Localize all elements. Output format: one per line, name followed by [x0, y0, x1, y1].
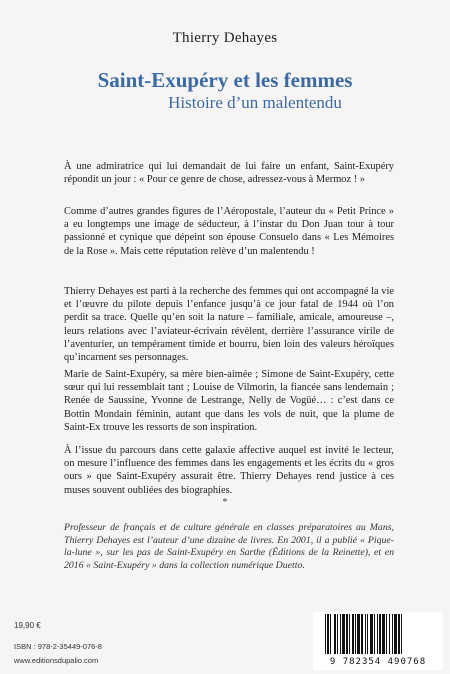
barcode-bar: [377, 614, 378, 654]
author-name: Thierry Dehayes: [172, 30, 278, 46]
isbn: ISBN : 978-2-35449-076-8: [14, 642, 102, 651]
barcode-bar: [352, 614, 354, 654]
barcode-bar: [365, 614, 366, 654]
publisher-website: www.editionsdupalio.com: [14, 656, 99, 665]
barcode-bars: [319, 614, 437, 656]
barcode-bar: [370, 614, 373, 654]
barcode-bar: [337, 614, 338, 654]
barcode-bar: [334, 614, 336, 654]
barcode-bar: [394, 614, 397, 654]
barcode-bar: [392, 614, 393, 654]
barcode-bar: [382, 614, 385, 654]
barcode-bar: [361, 614, 363, 654]
barcode-bar: [327, 614, 329, 654]
barcode-bar: [367, 614, 368, 654]
barcode-bar: [355, 614, 356, 654]
barcode-bar: [386, 614, 387, 654]
barcode-digits: 9 782354 490768: [329, 657, 427, 667]
barcode-bar: [342, 614, 345, 654]
paragraph-5: À l’issue du parcours dans cette galaxie affective auquel est invité le lecteur, on mesure l’influence des femmes dans les engagements et les écrits du « gros ours » que Saint-Exupéry assurait être. Thierry Dehayes rend justice à ces muses souvent oubliées des biographies.: [64, 445, 394, 496]
barcode-bar: [379, 614, 381, 654]
barcode-bar: [398, 614, 400, 654]
barcode-bar: [401, 614, 402, 654]
paragraph-2: Comme d’autres grandes figures de l’Aéropostale, l’auteur du « Petit Prince » a eu longtemps une image de séducteur, à l’instar du Don Juan tour à tour passionné et cynique que dépeint son épouse Consuelo dans « Les Mémoires de la Rose ». Mais cette réputation relève d’un malentendu !: [64, 206, 394, 257]
section-separator: *: [222, 497, 228, 508]
price: 19,90 €: [14, 621, 41, 630]
barcode-bar: [325, 614, 326, 654]
paragraph-1: À une admiratrice qui lui demandait de lui faire un enfant, Saint-Exupéry répondit un jour : « Pour ce genre de chose, adressez-vous à Mermoz ! »: [64, 161, 394, 186]
book-subtitle: Histoire d’un malentendu: [168, 93, 342, 112]
author-bio: Professeur de français et de culture générale en classes préparatoires au Mans, Thierry Dehayes est l’auteur d’une dizaine de livres. En 2001, il a publié « Pique-la-lune », sur les pas de Saint-Exupéry en Sarthe (Éditions de la Reinette), et en 2016 « Saint-Exupéry » dans la collection numérique Duetto.: [64, 522, 394, 571]
barcode-bar: [346, 614, 348, 654]
barcode: [313, 612, 443, 670]
barcode-bar: [389, 614, 390, 654]
barcode-bar: [330, 614, 331, 654]
book-title: Saint-Exupéry et les femmes: [97, 68, 353, 92]
barcode-bar: [374, 614, 375, 654]
barcode-bar: [357, 614, 360, 654]
barcode-bar: [340, 614, 341, 654]
paragraph-4: Marie de Saint-Exupéry, sa mère bien-aimée ; Simone de Saint-Exupéry, cette sœur qui lui ressemblait tant ; Louise de Vilmorin, la fiancée sans lendemain ; Renée de Saussine, Yvonne de Lestrange, Nelly de Vogüé… : c’est dans ce Bottin Mondain féminin, autant que dans les vols de nuit, que la plume de Saint-Ex trouve les ressorts de son inspiration.: [64, 369, 394, 433]
barcode-bar: [349, 614, 350, 654]
paragraph-3: Thierry Dehayes est parti à la recherche des femmes qui ont accompagné la vie et l’œuvre du pilote depuis l’enfance jusqu’à ce jour fatal de 1944 où l’on perdit sa trace. Quelle qu’en soit la nature – familiale, amicale, amoureuse –, leurs relations avec l’aviateur-écrivain révèlent, derrière l’assurance virile de l’aventurier, un tempérament timide et bourru, bien loin des valeurs héroïques qu’incarnent ses personnages.: [64, 286, 394, 364]
